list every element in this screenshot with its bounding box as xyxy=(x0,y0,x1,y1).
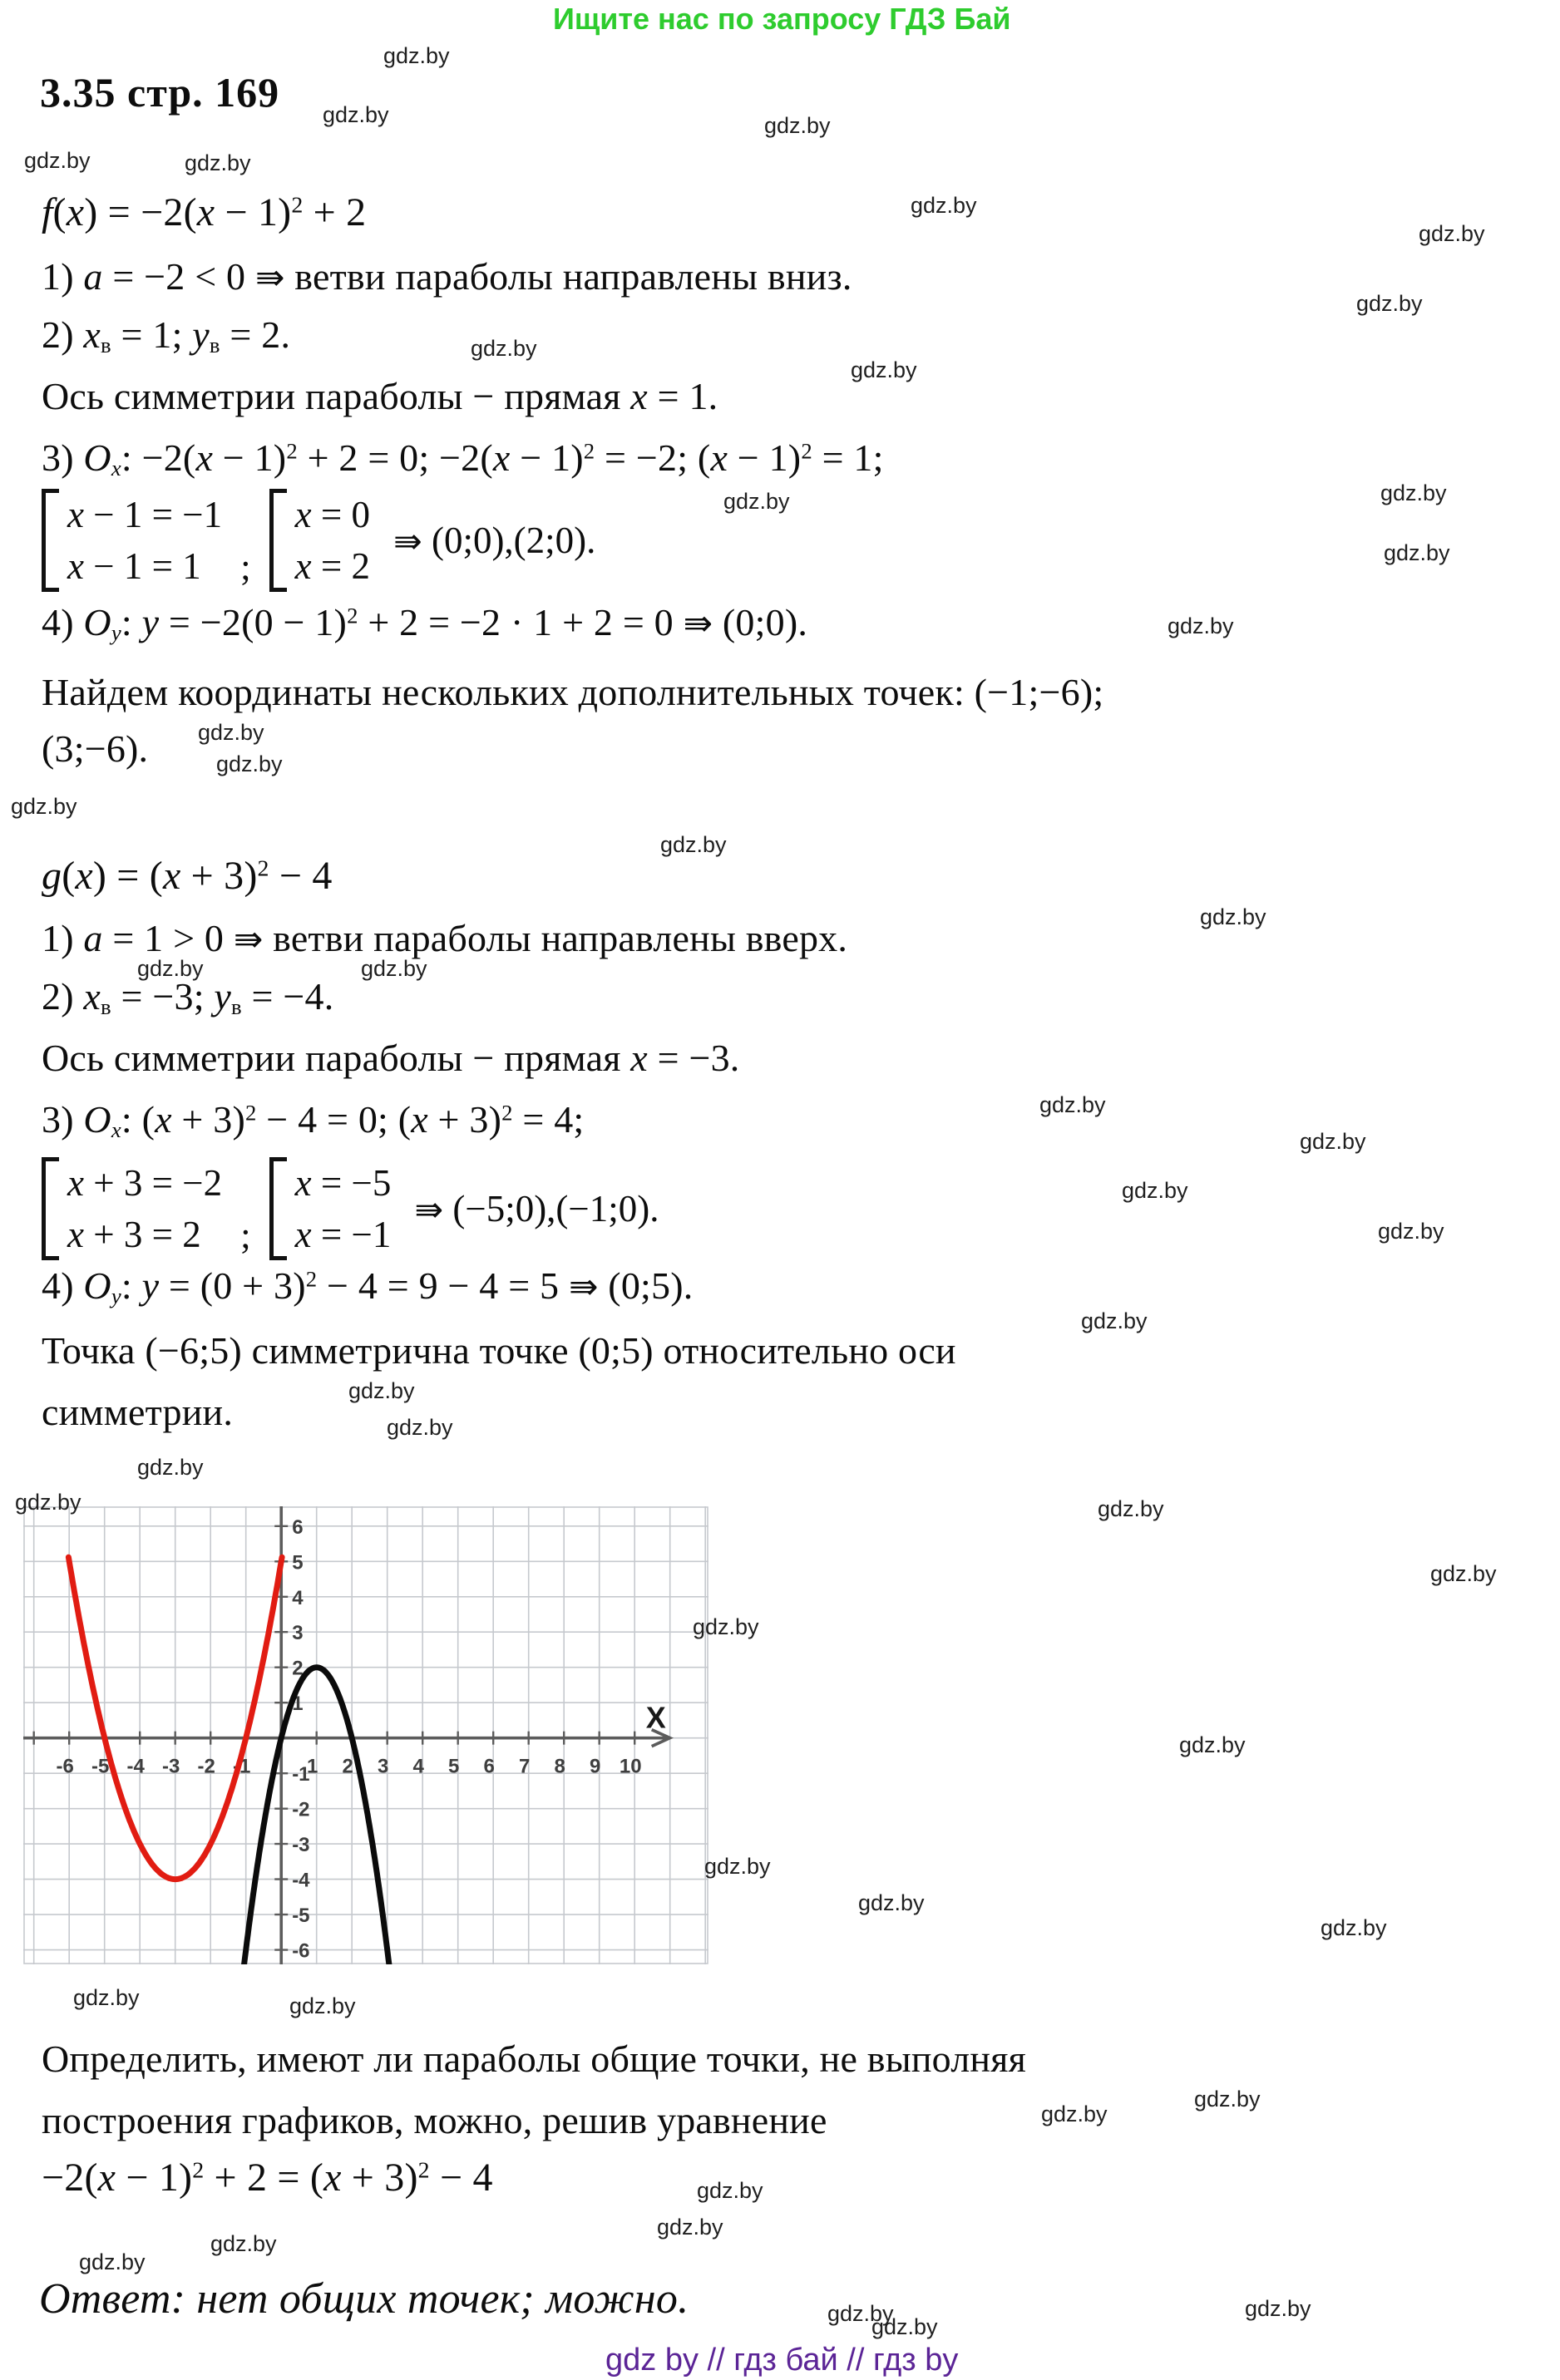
page-title: 3.35 стр. 169 xyxy=(40,69,280,116)
system-group xyxy=(269,489,370,592)
watermark: gdz.by xyxy=(24,148,91,173)
g-formula: $g(x) = (x + 3)^2 - 4$ xyxy=(42,854,333,898)
watermark: gdz.by xyxy=(660,832,727,857)
g-step-2: 2) xв = −3; yв = −4. xyxy=(42,975,334,1019)
svg-text:5: 5 xyxy=(292,1551,304,1574)
f-axis-line: Ось симметрии параболы − прямая x = 1. xyxy=(42,375,718,417)
answer-line: Ответ: нет общих точек; можно. xyxy=(39,2275,689,2323)
svg-text:-2: -2 xyxy=(292,1798,310,1821)
svg-text:1: 1 xyxy=(292,1693,304,1716)
watermark: gdz.by xyxy=(210,2231,277,2256)
watermark: gdz.by xyxy=(471,336,537,361)
watermark: gdz.by xyxy=(79,2249,146,2274)
watermark: gdz.by xyxy=(723,489,790,514)
watermark: gdz.by xyxy=(697,2178,763,2203)
svg-text:X: X xyxy=(645,1700,666,1735)
watermark: gdz.by xyxy=(693,1614,759,1639)
svg-text:-1: -1 xyxy=(292,1763,310,1786)
system-group xyxy=(42,489,222,592)
watermark: gdz.by xyxy=(764,113,831,138)
svg-text:4: 4 xyxy=(292,1586,304,1609)
svg-text:-5: -5 xyxy=(292,1904,310,1928)
equation-row: x = 2 xyxy=(294,545,371,587)
watermark: gdz.by xyxy=(1081,1308,1148,1333)
watermark: gdz.by xyxy=(137,1455,204,1480)
svg-text:3: 3 xyxy=(292,1622,304,1645)
watermark: gdz.by xyxy=(1430,1561,1497,1586)
watermark: gdz.by xyxy=(1384,540,1450,565)
parabolas-plot xyxy=(23,1506,708,1964)
svg-text:-6: -6 xyxy=(292,1939,310,1963)
watermark: gdz.by xyxy=(1041,2102,1108,2126)
watermark: gdz.by xyxy=(911,193,977,218)
watermark: gdz.by xyxy=(1380,480,1447,505)
equation-row: x + 3 = 2 xyxy=(67,1214,201,1255)
svg-text:2: 2 xyxy=(292,1657,304,1680)
system-result: ⇛ (0;0),(2;0). xyxy=(393,520,596,561)
g-step-1: 1) a = 1 > 0 ⇛ ветви параболы направлены вверх. xyxy=(42,917,848,959)
watermark: gdz.by xyxy=(1200,904,1266,929)
system-result: ⇛ (−5;0),(−1;0). xyxy=(414,1188,659,1229)
equation-row: x = −5 xyxy=(294,1162,392,1204)
watermark: gdz.by xyxy=(1300,1129,1366,1154)
conclusion-equation: $-2(x - 1)^2 + 2 = (x + 3)^2 - 4$ xyxy=(42,2156,493,2200)
conclusion-line-2: построения графиков, можно, решив уравнение xyxy=(42,2099,827,2141)
watermark: gdz.by xyxy=(1098,1496,1164,1521)
left-bracket xyxy=(269,489,287,592)
equation-row: x − 1 = 1 xyxy=(67,545,201,587)
g-axis-line: Ось симметрии параболы − прямая x = −3. xyxy=(42,1037,740,1079)
system-separator: ; xyxy=(240,1215,251,1256)
watermark: gdz.by xyxy=(185,150,251,175)
svg-text:-3: -3 xyxy=(292,1834,310,1857)
equation-row: x − 1 = −1 xyxy=(67,494,223,535)
watermark: gdz.by xyxy=(704,1854,771,1879)
f-step-2: 2) xв = 1; yв = 2. xyxy=(42,313,291,357)
watermark: gdz.by xyxy=(1419,221,1485,246)
svg-text:-1: -1 xyxy=(233,1755,251,1778)
footer-site-links: gdz by // гдз бай // гдз by xyxy=(605,2343,959,2378)
svg-text:9: 9 xyxy=(590,1755,601,1778)
watermark: gdz.by xyxy=(1168,613,1234,638)
graph-svg xyxy=(23,1506,708,1964)
watermark: gdz.by xyxy=(137,956,204,981)
watermark: gdz.by xyxy=(323,102,389,127)
f-system xyxy=(42,489,595,592)
watermark: gdz.by xyxy=(387,1415,453,1440)
f-extra-points-1: Найдем координаты нескольких дополнительных точек: (−1;−6); xyxy=(42,671,1104,713)
f-step-4: 4) Oy: $y = -2(0 - 1)^2 + 2 = -2 \cdot 1 + 2 = 0$ ⇛ (0;0). xyxy=(42,601,808,645)
watermark: gdz.by xyxy=(198,720,264,745)
equation-row: x = 0 xyxy=(294,494,371,535)
svg-text:-6: -6 xyxy=(56,1755,74,1778)
watermark: gdz.by xyxy=(73,1985,140,2010)
svg-text:-3: -3 xyxy=(162,1755,180,1778)
watermark: gdz.by xyxy=(851,357,917,382)
watermark: gdz.by xyxy=(827,2301,894,2326)
watermark: gdz.by xyxy=(1039,1092,1106,1117)
f-step-1: 1) a = −2 < 0 ⇛ ветви параболы направлены вниз. xyxy=(42,255,852,298)
svg-text:4: 4 xyxy=(412,1755,424,1778)
watermark: gdz.by xyxy=(1378,1219,1444,1244)
system-group xyxy=(42,1157,222,1260)
watermark: gdz.by xyxy=(1321,1915,1387,1940)
svg-text:5: 5 xyxy=(448,1755,460,1778)
svg-text:3: 3 xyxy=(378,1755,389,1778)
svg-text:10: 10 xyxy=(619,1755,642,1778)
watermark: gdz.by xyxy=(348,1378,415,1403)
g-symmetry-line-2: симметрии. xyxy=(42,1391,234,1433)
g-system xyxy=(42,1157,659,1260)
svg-text:2: 2 xyxy=(342,1755,353,1778)
watermark: gdz.by xyxy=(1356,291,1423,316)
f-formula: $f(x) = -2(x - 1)^2 + 2$ xyxy=(42,190,367,234)
watermark: gdz.by xyxy=(858,1890,925,1915)
svg-text:-2: -2 xyxy=(197,1755,215,1778)
watermark: gdz.by xyxy=(289,1993,356,2018)
f-step-3: 3) Ox: $-2(x - 1)^2 + 2 = 0$; $-2(x - 1)^2 = -2$; $(x - 1)^2 = 1$; xyxy=(42,436,884,480)
conclusion-line-1: Определить, имеют ли параболы общие точки, не выполняя xyxy=(42,2038,1026,2080)
svg-text:7: 7 xyxy=(519,1755,531,1778)
svg-text:-5: -5 xyxy=(91,1755,110,1778)
svg-text:8: 8 xyxy=(554,1755,565,1778)
g-symmetry-line-1: Точка (−6;5) симметрична точке (0;5) относительно оси xyxy=(42,1329,956,1372)
left-bracket xyxy=(269,1157,287,1260)
svg-text:1: 1 xyxy=(307,1755,318,1778)
left-bracket xyxy=(42,1157,59,1260)
equation-row: x + 3 = −2 xyxy=(67,1162,223,1204)
equation-row: x = −1 xyxy=(294,1214,392,1255)
watermark: gdz.by xyxy=(1179,1732,1246,1757)
svg-text:6: 6 xyxy=(483,1755,495,1778)
svg-text:-4: -4 xyxy=(126,1755,145,1778)
watermark: gdz.by xyxy=(11,794,77,819)
watermark: gdz.by xyxy=(1194,2087,1261,2111)
g-step-3: 3) Ox: $(x + 3)^2 - 4 = 0$; $(x + 3)^2 = 4$; xyxy=(42,1098,585,1142)
watermark: gdz.by xyxy=(216,751,283,776)
g-step-4: 4) Oy: $y = (0 + 3)^2 - 4 = 9 - 4 = 5$ ⇛ (0;5). xyxy=(42,1264,694,1308)
system-separator: ; xyxy=(240,546,251,588)
watermark: gdz.by xyxy=(1122,1178,1188,1203)
system-group xyxy=(269,1157,392,1260)
site-promo-header: Ищите нас по запросу ГДЗ Бай xyxy=(553,2,1011,36)
svg-text:-4: -4 xyxy=(292,1869,310,1892)
watermark: gdz.by xyxy=(871,2314,938,2339)
svg-text:6: 6 xyxy=(292,1515,304,1539)
watermark: gdz.by xyxy=(361,956,427,981)
left-bracket xyxy=(42,489,59,592)
watermark: gdz.by xyxy=(657,2215,723,2240)
watermark: gdz.by xyxy=(383,43,450,68)
watermark: gdz.by xyxy=(15,1490,81,1515)
watermark: gdz.by xyxy=(1245,2296,1311,2321)
f-extra-points-2: (3;−6). xyxy=(42,727,149,770)
